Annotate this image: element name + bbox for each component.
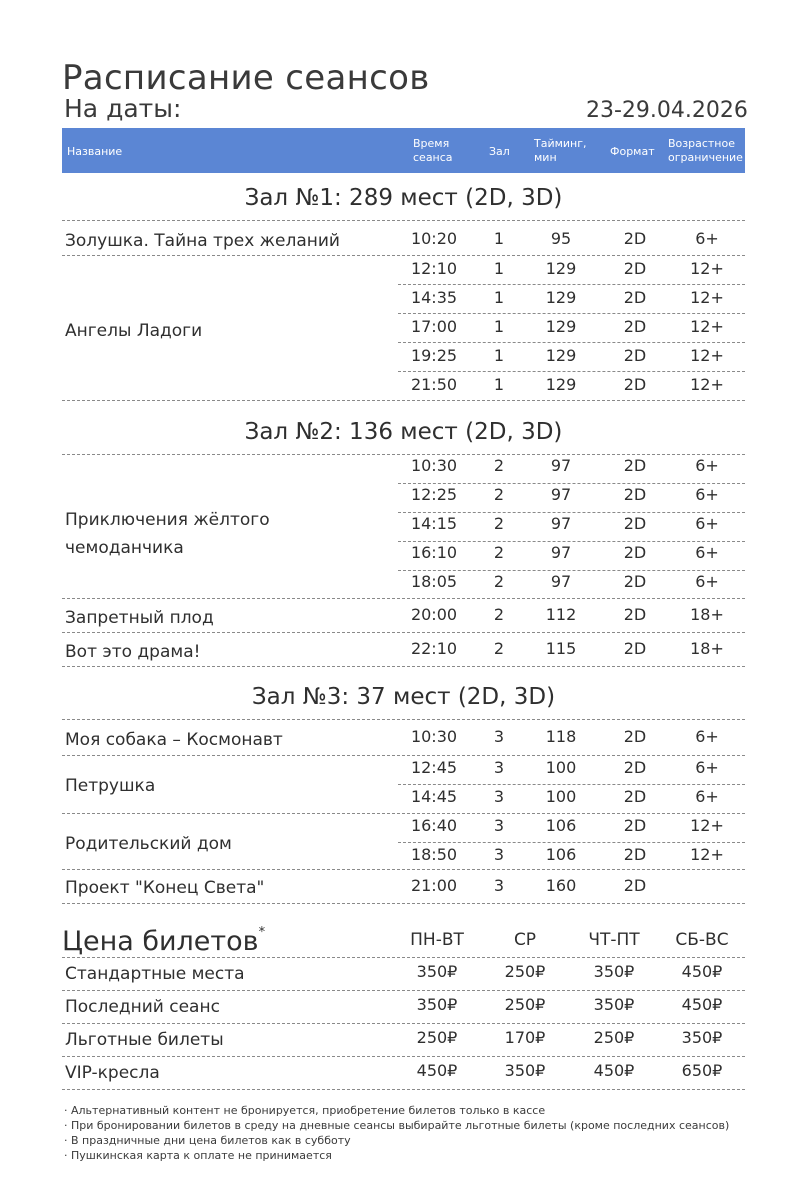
session-duration: 112 [545, 605, 577, 624]
session-time: 14:35 [410, 288, 458, 307]
footnote: · Альтернативный контент не бронируется, приобретение билетов только в кассе [64, 1104, 546, 1117]
row-divider [398, 371, 745, 372]
price-value: 450₽ [681, 962, 723, 981]
row-divider [62, 813, 745, 814]
session-duration: 100 [545, 758, 577, 777]
session-hall: 3 [493, 845, 505, 864]
session-format: 2D [623, 727, 647, 746]
film-title: Ангелы Ладоги [65, 321, 203, 341]
session-duration: 106 [545, 845, 577, 864]
row-divider [62, 755, 745, 756]
session-format: 2D [623, 456, 647, 475]
session-format: 2D [623, 845, 647, 864]
film-title: Приключения жёлтого чемоданчика [65, 510, 270, 558]
session-age: 6+ [695, 229, 719, 248]
session-time: 16:10 [410, 543, 458, 562]
column-time: Время сеанса [413, 137, 453, 164]
row-divider [398, 342, 745, 343]
session-age: 18+ [690, 605, 724, 624]
session-duration: 97 [550, 543, 572, 562]
prices-title-text: Цена билетов [62, 926, 259, 957]
session-format: 2D [623, 605, 647, 624]
row-divider [398, 313, 745, 314]
session-format: 2D [623, 288, 647, 307]
session-duration: 115 [545, 639, 577, 658]
price-value: 650₽ [681, 1061, 723, 1080]
session-age: 12+ [690, 259, 724, 278]
session-hall: 3 [493, 816, 505, 835]
film-title: Петрушка [65, 776, 156, 796]
dates-value: 23-29.04.2026 [586, 98, 748, 123]
row-divider [398, 570, 745, 571]
row-divider [62, 632, 745, 633]
column-duration: Тайминг, мин [534, 137, 587, 164]
session-format: 2D [623, 876, 647, 895]
session-age: 6+ [695, 727, 719, 746]
session-duration: 97 [550, 456, 572, 475]
session-time: 22:10 [410, 639, 458, 658]
price-value: 350₽ [593, 995, 635, 1014]
session-hall: 2 [493, 485, 505, 504]
session-time: 10:30 [410, 727, 458, 746]
session-age: 6+ [695, 787, 719, 806]
row-divider [62, 719, 745, 720]
session-format: 2D [623, 485, 647, 504]
session-format: 2D [623, 787, 647, 806]
hall-title: Зал №2: 136 мест (2D, 3D) [244, 419, 563, 445]
session-age: 12+ [690, 375, 724, 394]
row-divider [62, 990, 745, 991]
session-duration: 129 [545, 288, 577, 307]
session-age: 12+ [690, 816, 724, 835]
session-hall: 2 [493, 456, 505, 475]
session-duration: 97 [550, 572, 572, 591]
price-value: 170₽ [504, 1028, 546, 1047]
session-duration: 129 [545, 346, 577, 365]
price-value: 350₽ [504, 1061, 546, 1080]
session-time: 12:10 [410, 259, 458, 278]
column-format: Формат [610, 145, 655, 158]
row-divider [62, 598, 745, 599]
price-row-label: Стандартные места [65, 964, 245, 984]
price-value: 450₽ [593, 1061, 635, 1080]
session-time: 10:30 [410, 456, 458, 475]
session-time: 18:05 [410, 572, 458, 591]
row-divider [62, 1089, 745, 1090]
session-hall: 3 [493, 787, 505, 806]
page-title: Расписание сеансов [62, 58, 430, 98]
session-time: 17:00 [410, 317, 458, 336]
row-divider [62, 957, 745, 958]
hall-title: Зал №3: 37 мест (2D, 3D) [251, 684, 556, 710]
session-hall: 3 [493, 727, 505, 746]
row-divider [62, 255, 745, 256]
session-time: 12:25 [410, 485, 458, 504]
session-format: 2D [623, 816, 647, 835]
session-hall: 2 [493, 639, 505, 658]
price-value: 350₽ [416, 995, 458, 1014]
price-row-label: VIP-кресла [65, 1063, 160, 1083]
session-time: 16:40 [410, 816, 458, 835]
session-hall: 3 [493, 876, 505, 895]
session-time: 21:50 [410, 375, 458, 394]
session-format: 2D [623, 758, 647, 777]
footnote: · При бронировании билетов в среду на дневные сеансы выбирайте льготные билеты (кроме последних сеансов) [64, 1119, 730, 1132]
price-day-header: СР [513, 930, 537, 950]
session-duration: 97 [550, 514, 572, 533]
price-row-label: Льготные билеты [65, 1030, 224, 1050]
row-divider [398, 784, 745, 785]
session-time: 20:00 [410, 605, 458, 624]
session-hall: 1 [493, 346, 505, 365]
session-duration: 129 [545, 375, 577, 394]
price-value: 350₽ [416, 962, 458, 981]
session-age: 6+ [695, 514, 719, 533]
film-title: Золушка. Тайна трех желаний [65, 231, 340, 251]
session-hall: 2 [493, 514, 505, 533]
session-format: 2D [623, 375, 647, 394]
session-hall: 2 [493, 543, 505, 562]
row-divider [398, 284, 745, 285]
session-duration: 100 [545, 787, 577, 806]
session-age: 6+ [695, 485, 719, 504]
session-time: 14:15 [410, 514, 458, 533]
price-value: 250₽ [504, 962, 546, 981]
session-hall: 2 [493, 605, 505, 624]
session-duration: 129 [545, 317, 577, 336]
column-name: Название [67, 145, 123, 158]
row-divider [398, 541, 745, 542]
price-value: 450₽ [416, 1061, 458, 1080]
session-duration: 160 [545, 876, 577, 895]
prices-title [62, 926, 265, 957]
row-divider [62, 400, 745, 401]
session-age: 12+ [690, 288, 724, 307]
schedule-header [62, 128, 745, 173]
session-duration: 95 [550, 229, 572, 248]
session-time: 12:45 [410, 758, 458, 777]
row-divider [62, 220, 745, 221]
row-divider [62, 1056, 745, 1057]
price-value: 250₽ [504, 995, 546, 1014]
hall-title: Зал №1: 289 мест (2D, 3D) [244, 185, 563, 211]
price-day-header: СБ-ВС [675, 930, 729, 950]
session-time: 21:00 [410, 876, 458, 895]
session-hall: 1 [493, 375, 505, 394]
film-title: Проект "Конец Света" [65, 878, 265, 898]
price-row-label: Последний сеанс [65, 997, 220, 1017]
row-divider [398, 512, 745, 513]
row-divider [62, 1023, 745, 1024]
session-time: 10:20 [410, 229, 458, 248]
session-age: 6+ [695, 456, 719, 475]
session-duration: 106 [545, 816, 577, 835]
film-title: Родительский дом [65, 834, 232, 854]
film-title: Вот это драма! [65, 642, 201, 662]
row-divider [62, 869, 745, 870]
price-value: 350₽ [681, 1028, 723, 1047]
session-duration: 129 [545, 259, 577, 278]
session-format: 2D [623, 317, 647, 336]
session-format: 2D [623, 259, 647, 278]
session-age: 18+ [690, 639, 724, 658]
session-hall: 1 [493, 288, 505, 307]
footnote: · Пушкинская карта к оплате не принимается [64, 1149, 332, 1162]
session-duration: 118 [545, 727, 577, 746]
price-value: 450₽ [681, 995, 723, 1014]
dates-label: На даты: [64, 94, 182, 123]
session-format: 2D [623, 639, 647, 658]
session-time: 18:50 [410, 845, 458, 864]
session-hall: 3 [493, 758, 505, 777]
price-value: 350₽ [593, 962, 635, 981]
session-age: 12+ [690, 346, 724, 365]
price-value: 250₽ [593, 1028, 635, 1047]
column-age: Возрастное ограничение [668, 137, 743, 164]
row-divider [398, 842, 745, 843]
session-format: 2D [623, 572, 647, 591]
session-age: 6+ [695, 572, 719, 591]
session-age: 6+ [695, 543, 719, 562]
session-age: 12+ [690, 845, 724, 864]
session-format: 2D [623, 543, 647, 562]
session-hall: 1 [493, 229, 505, 248]
session-duration: 97 [550, 485, 572, 504]
price-value: 250₽ [416, 1028, 458, 1047]
session-format: 2D [623, 346, 647, 365]
column-hall: Зал [489, 145, 510, 158]
session-format: 2D [623, 514, 647, 533]
row-divider [62, 903, 745, 904]
prices-asterisk: * [258, 925, 266, 940]
row-divider [398, 483, 745, 484]
film-title: Запретный плод [65, 608, 214, 628]
session-time: 19:25 [410, 346, 458, 365]
session-time: 14:45 [410, 787, 458, 806]
session-hall: 1 [493, 317, 505, 336]
session-age: 6+ [695, 758, 719, 777]
price-day-header: ЧТ-ПТ [588, 930, 640, 950]
row-divider [62, 454, 745, 455]
session-age: 12+ [690, 317, 724, 336]
session-hall: 1 [493, 259, 505, 278]
footnote: · В праздничные дни цена билетов как в субботу [64, 1134, 351, 1147]
row-divider [62, 666, 745, 667]
session-format: 2D [623, 229, 647, 248]
session-hall: 2 [493, 572, 505, 591]
film-title: Моя собака – Космонавт [65, 730, 283, 750]
price-day-header: ПН-ВТ [410, 930, 464, 950]
